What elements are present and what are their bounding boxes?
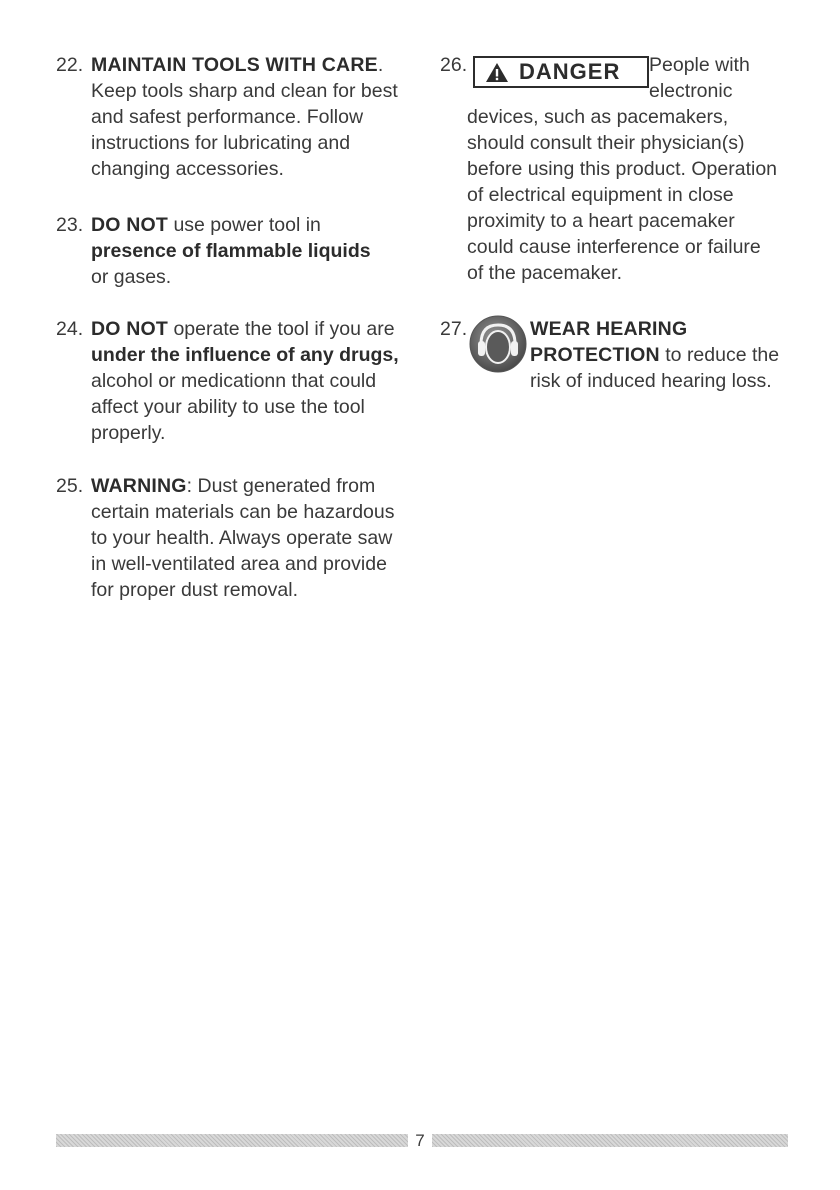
item-text-line: and safest performance. Follow (91, 106, 364, 128)
item-text: use power tool in (168, 214, 321, 236)
item-heading: WEAR HEARING (530, 318, 688, 340)
item-text-line: before using this product. Operation (467, 158, 778, 180)
danger-signal-box (473, 56, 649, 88)
safety-item-23 (56, 212, 371, 290)
danger-body-text (467, 104, 807, 286)
item-text-line: could cause interference or failure (467, 236, 761, 258)
item-number: 25. (56, 475, 84, 497)
item-emphasis-line: under the influence of any drugs, (91, 344, 399, 366)
item-text-line: of electrical equipment in close (467, 184, 734, 206)
danger-side-text (649, 52, 750, 104)
hearing-protection-icon (468, 314, 528, 374)
item-text-line: risk of induced hearing loss. (530, 370, 772, 392)
item-text-line: of the pacemaker. (467, 262, 623, 284)
item-text-line: People with (649, 54, 750, 76)
item-text: : Dust generated from (186, 475, 376, 497)
item-text-line: to your health. Always operate saw (91, 527, 393, 549)
item-text-line: electronic (649, 80, 733, 102)
item-text: operate the tool if you are (168, 318, 395, 340)
safety-item-24 (56, 316, 399, 446)
page-number: 7 (415, 1131, 425, 1150)
item-text-line: affect your ability to use the tool (91, 396, 365, 418)
safety-item-25 (56, 473, 395, 603)
item-text-line: changing accessories. (91, 158, 284, 180)
item-text-line: certain materials can be hazardous (91, 501, 395, 523)
item-heading: WARNING (91, 475, 187, 497)
item-text-line: for proper dust removal. (91, 579, 299, 601)
warning-triangle-icon (485, 62, 509, 83)
item-heading: PROTECTION (530, 344, 660, 366)
item-heading: DO NOT (91, 318, 169, 340)
item-number: 27. (440, 318, 468, 340)
item-text-line: alcohol or medicationn that could (91, 370, 377, 392)
footer-bar-right (432, 1134, 788, 1147)
item-number: 23. (56, 214, 84, 236)
item-text-line: instructions for lubricating and (91, 132, 351, 154)
item-text-line: or gases. (91, 266, 172, 288)
danger-label: DANGER (519, 59, 621, 84)
item-text-line: properly. (91, 422, 166, 444)
item-number: 26. (440, 54, 468, 76)
hearing-text (530, 316, 779, 394)
item-number: 22. (56, 54, 84, 76)
item-text-line: should consult their physician(s) (467, 132, 745, 154)
footer-bar-left (56, 1134, 408, 1147)
item-text: to reduce the (659, 344, 780, 366)
item-text-line: Keep tools sharp and clean for best (91, 80, 398, 102)
heading-punct: . (377, 54, 384, 76)
item-heading: MAINTAIN TOOLS WITH CARE (91, 54, 378, 76)
item-emphasis-line: presence of flammable liquids (91, 240, 371, 262)
item-text-line: proximity to a heart pacemaker (467, 210, 735, 232)
item-heading: DO NOT (91, 214, 169, 236)
item-number: 24. (56, 318, 84, 340)
item-text-line: devices, such as pacemakers, (467, 106, 729, 128)
item-text-line: in well-ventilated area and provide (91, 553, 387, 575)
safety-item-22 (56, 52, 398, 182)
